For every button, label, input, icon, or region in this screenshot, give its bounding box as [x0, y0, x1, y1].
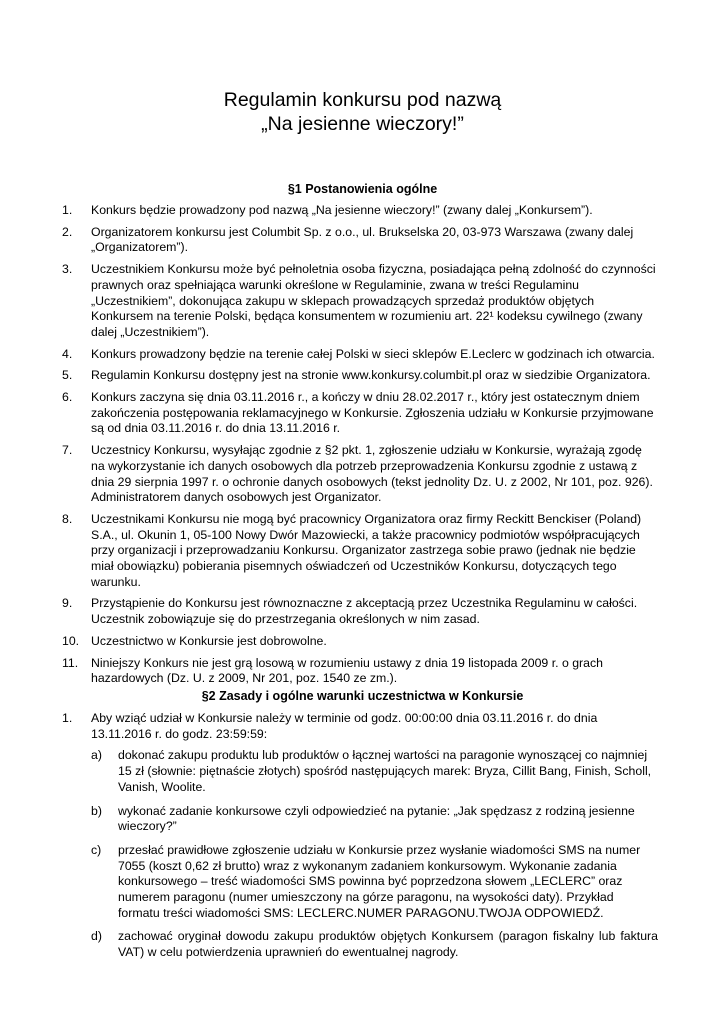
section1-list: [0, 203, 725, 687]
list-item-text: Uczestnicy Konkursu, wysyłając zgodnie z §2 pkt. 1, zgłoszenie udziału w Konkursie, wyrażają zgodę na wykorzystanie ich danych osobowych dla potrzeb przeprowadzenia Konkursu zgodnie z ustawą z dnia 29 sierpnia 1997 r. o ochronie danych osobowych (tekst jednolity Dz. U. z 2002, Nr 101, poz. 926). Administratorem danych osobowych jest Organizator.: [91, 443, 653, 505]
list-item: [0, 203, 725, 219]
list-item: [0, 596, 725, 627]
list-item-text: Regulamin Konkursu dostępny jest na stronie www.konkursy.columbit.pl oraz w siedzibie Organizatora.: [91, 368, 651, 383]
list-item-number: 2.: [62, 224, 73, 239]
list-item: [0, 443, 725, 506]
sub-list-item-letter: a): [91, 748, 102, 763]
list-item: [0, 262, 725, 341]
sub-list-item: [0, 748, 725, 795]
list-item: [0, 634, 725, 650]
list-item-text: Aby wziąć udział w Konkursie należy w terminie od godz. 00:00:00 dnia 03.11.2016 r. do dnia 13.11.2016 r. do godz. 23:59:59:: [91, 711, 598, 741]
list-item-number: 3.: [62, 262, 73, 277]
list-item-text: Konkurs będzie prowadzony pod nazwą „Na jesienne wieczory!” (zwany dalej „Konkursem”).: [91, 203, 593, 217]
sub-list-item-text: wykonać zadanie konkursowe czyli odpowiedzieć na pytanie: „Jak spędzasz z rodziną jesienne wieczory?”: [118, 803, 635, 834]
list-item-text: Uczestnikami Konkursu nie mogą być pracownicy Organizatora oraz firmy Reckitt Benckiser (Poland) S.A., ul. Okunin 1, 05-100 Nowy Dwór Mazowiecki, a także pracownicy podmiotów współpracujących przy organizacji i przeprowadzaniu Konkursu. Organizator zastrzega sobie prawo (jednak nie będzie miał obowiązku) pobierania pisemnych oświadczeń od Uczestników Konkursu, dotyczących tego warunku.: [91, 511, 642, 589]
section2-list: [0, 711, 725, 961]
list-item-text: Przystąpienie do Konkursu jest równoznaczne z akceptacją przez Uczestnika Regulaminu w całości. Uczestnik zobowiązuje się do przestrzegania określonych w nim zasad.: [91, 596, 638, 627]
list-item: [0, 512, 725, 591]
list-item-text: Uczestnikiem Konkursu może być pełnoletnia osoba fizyczna, posiadająca pełną zdolność do czynności prawnych oraz spełniająca warunki określone w Regulaminie, zwana w treści Regulaminu „Uczestnikiem”, dokonująca zakupu w sklepach prowadzących sprzedaż produktów objętych Konkursem na terenie Polski, będąca konsumentem w rozumieniu art. 22¹ kodeksu cywilnego (zwany dalej „Uczestnikiem”).: [91, 262, 656, 339]
sub-list-item-letter: d): [91, 929, 102, 944]
list-item-text: Uczestnictwo w Konkursie jest dobrowolne.: [91, 633, 327, 648]
sub-list-item: [0, 843, 725, 922]
sub-list-item: [0, 929, 725, 960]
document-title-line1: Regulamin konkursu pod nazwą: [223, 89, 502, 111]
list-item-number: 9.: [62, 596, 73, 611]
list-item-number: 10.: [62, 633, 80, 648]
document-title-line2: „Na jesienne wieczory!”: [261, 113, 464, 135]
list-item-number: 1.: [62, 203, 73, 217]
sub-list-item-text: zachować oryginał dowodu zakupu produktów objętych Konkursem (paragon fiskalny lub faktura VAT) w celu potwierdzenia uprawnień do ewentualnej nagrody.: [118, 929, 658, 960]
list-item-text: Niniejszy Konkurs nie jest grą losową w rozumieniu ustawy z dnia 19 listopada 2009 r. o grach hazardowych (Dz. U. z 2009, Nr 201, poz. 1540 ze zm.).: [91, 655, 603, 686]
list-item-text: Konkurs zaczyna się dnia 03.11.2016 r., a kończy w dniu 28.02.2017 r., który jest ostatecznym dniem zakończenia postępowania reklamacyjnego w Konkursie. Zgłoszenia udziału w Konkursie przyjmowane są od dnia 03.11.2016 r. do dnia 13.11.2016 r.: [91, 390, 654, 436]
sub-list-item-text: dokonać zakupu produktu lub produktów o łącznej wartości na paragonie wynoszącej co najmniej 15 zł (słownie: piętnaście złotych) spośród następujących marek: Bryza, Cillit Bang, Finish, Scholl, Vanish, Woolite.: [118, 748, 652, 794]
sub-list-item-letter: b): [91, 803, 102, 818]
list-item: [0, 368, 725, 384]
list-item-number: 5.: [62, 368, 73, 383]
list-item-number: 1.: [62, 711, 73, 725]
list-item-number: 4.: [62, 346, 73, 361]
list-item: [0, 390, 725, 437]
list-item: [0, 711, 725, 742]
sub-list-item-text: przesłać prawidłowe zgłoszenie udziału w Konkursie przez wysłanie wiadomości SMS na numer 7055 (koszt 0,62 zł brutto) wraz z wykonanym zadaniem konkursowym. Wykonanie zadania konkursowego – treść wiadomości SMS powinna być poprzedzona słowem „LECLERC” oraz numerem paragonu (numer umieszczony na górze paragonu, na wysokości daty). Przykład formatu treści wiadomości SMS: LECLERC.NUMER PARAGONU.TWOJA ODPOWIEDŹ.: [118, 842, 641, 920]
list-item-number: 11.: [62, 655, 79, 670]
list-item: [0, 225, 725, 256]
sub-list-item-letter: c): [91, 842, 102, 857]
sub-list-item: [0, 804, 725, 835]
list-item-text: Organizatorem konkursu jest Columbit Sp. z o.o., ul. Brukselska 20, 03-973 Warszawa (zwany dalej „Organizatorem”).: [91, 224, 634, 255]
list-item-number: 8.: [62, 511, 73, 526]
list-item-number: 6.: [62, 390, 73, 405]
section1-heading: §1 Postanowienia ogólne: [287, 182, 438, 196]
section2-heading: §2 Zasady i ogólne warunki uczestnictwa w Konkursie: [201, 689, 524, 703]
list-item-number: 7.: [62, 443, 73, 458]
list-item: [0, 656, 725, 687]
list-item: [0, 347, 725, 363]
list-item-text: Konkurs prowadzony będzie na terenie całej Polski w sieci sklepów E.Leclerc w godzinach ich otwarcia.: [91, 346, 655, 361]
